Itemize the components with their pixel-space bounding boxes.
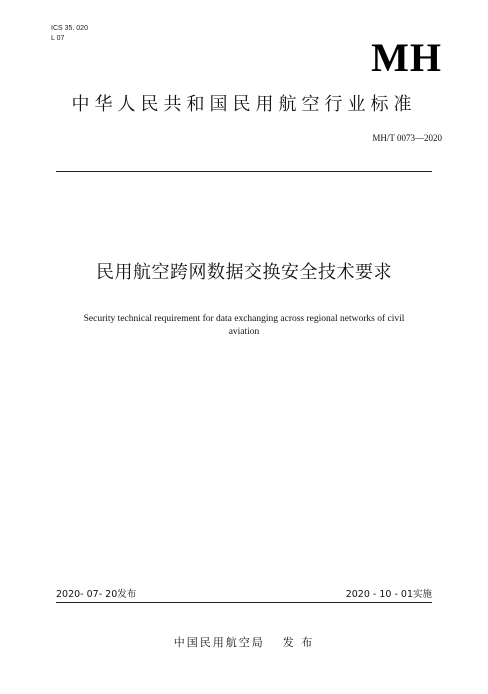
document-title-zh: 民用航空跨网数据交换安全技术要求	[96, 262, 392, 283]
issue-date: 2020- 07- 20发布	[56, 589, 137, 600]
document-title-en-line2: aviation	[228, 327, 260, 337]
document-title-en	[40, 313, 448, 339]
header-divider	[56, 171, 432, 172]
mh-logo: MH	[371, 35, 442, 80]
ccs-code: L 07	[51, 35, 65, 42]
implementation-date: 2020 - 10 - 01实施	[345, 589, 432, 600]
footer-divider	[56, 602, 432, 603]
publisher-line	[0, 636, 488, 650]
publisher-name: 中国民用航空局	[173, 636, 265, 649]
ics-code: ICS 35. 020	[51, 25, 88, 32]
standard-number: MH/T 0073—2020	[372, 133, 442, 143]
standard-type-heading: 中华人民共和国民用航空行业标准	[71, 94, 417, 115]
document-title-en-line1: Security technical requirement for data exchanging across regional networks of civil	[83, 314, 405, 324]
publisher-action: 发 布	[282, 636, 315, 649]
